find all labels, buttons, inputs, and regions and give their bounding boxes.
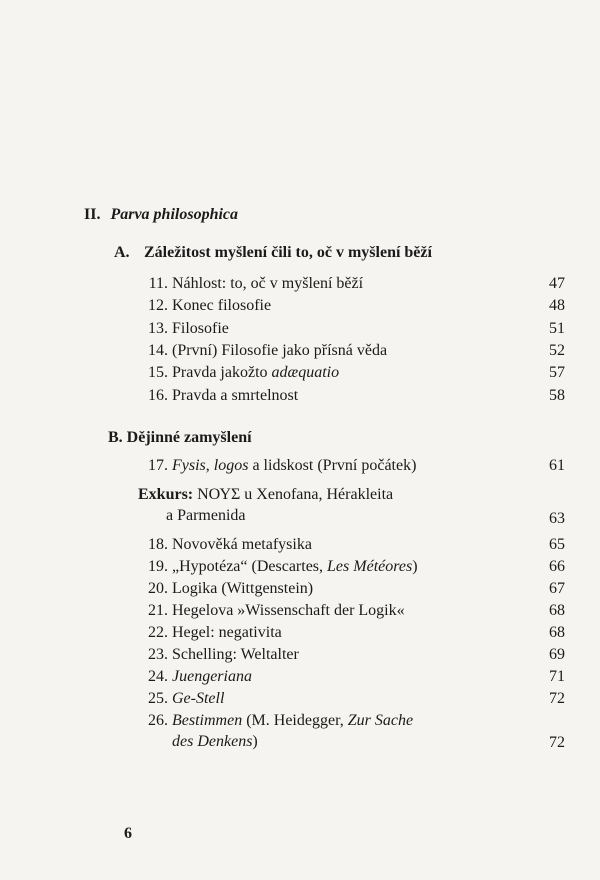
- section-letter: B.: [108, 429, 123, 446]
- title-part: ,: [205, 457, 214, 474]
- excursus-label: Exkurs:: [138, 486, 194, 503]
- title-part: adæquatio: [271, 364, 340, 382]
- title-part: Juengeriana: [172, 668, 252, 685]
- part-heading: [84, 205, 238, 225]
- entry-page: 58: [549, 386, 565, 404]
- entry-number: 26.: [148, 712, 168, 729]
- title-part: „Hypotéza“ (Descartes,: [172, 558, 328, 575]
- entry-page: 63: [549, 510, 565, 527]
- title-part: Zur Sache: [347, 712, 414, 729]
- entry-title: [172, 667, 252, 687]
- entry-page: 47: [549, 275, 565, 292]
- title-part: (M. Heidegger,: [242, 712, 348, 729]
- title-part: Filosofie: [172, 319, 229, 337]
- entry-number: 12.: [148, 297, 168, 315]
- part-title: Parva philosophica: [110, 206, 239, 223]
- entry-page: 69: [549, 646, 565, 663]
- section-a-heading: [114, 243, 432, 263]
- page-number: 6: [124, 825, 132, 842]
- title-part: Pravda jakožto: [172, 364, 272, 382]
- entry-number: 13.: [148, 319, 168, 337]
- section-letter: A.: [114, 244, 130, 261]
- entry-number: 25.: [148, 690, 168, 707]
- title-part: Hegelova »Wissenschaft der Logik«: [172, 602, 405, 619]
- entry-title: [172, 456, 416, 476]
- toc-entry: [0, 711, 600, 755]
- entry-number: 19.: [148, 558, 168, 575]
- entry-number: 18.: [148, 536, 168, 553]
- entry-title: [172, 645, 299, 665]
- entry-title: [172, 535, 312, 555]
- entry-page: 57: [549, 364, 565, 382]
- entry-page: 52: [549, 341, 565, 359]
- entry-number: 20.: [148, 580, 168, 597]
- entry-page: 71: [549, 668, 565, 685]
- entry-page: 68: [549, 602, 565, 619]
- excursus-entry: [0, 485, 600, 529]
- entry-title: [172, 579, 313, 599]
- title-part: des Denkens: [172, 733, 253, 750]
- entry-page: 48: [549, 297, 565, 315]
- title-part: ): [412, 558, 418, 575]
- entry-number: 22.: [148, 624, 168, 641]
- title-part: Logika (Wittgenstein): [172, 580, 314, 597]
- entry-title: [172, 274, 363, 294]
- entry-title: [172, 557, 418, 577]
- entry-page: 66: [549, 558, 565, 575]
- entry-page: 67: [549, 580, 565, 597]
- title-part: Ge-Stell: [172, 690, 225, 707]
- entry-number: 17.: [148, 457, 168, 474]
- title-part: Náhlost: to, oč v myšlení běží: [172, 275, 364, 292]
- entry-number: 11.: [148, 275, 168, 292]
- entry-page: 72: [549, 690, 565, 707]
- title-part: Bestimmen: [172, 712, 243, 729]
- entry-title: [172, 386, 298, 406]
- entry-page: 72: [549, 734, 565, 751]
- title-part: Pravda a smrtelnost: [172, 386, 299, 404]
- title-part: a lidskost (První počátek): [248, 457, 417, 474]
- entry-number: 14.: [148, 341, 168, 359]
- entry-page: 65: [549, 536, 565, 553]
- title-part: Hegel: negativita: [172, 624, 282, 641]
- section-title: Dějinné zamyšlení: [126, 429, 252, 446]
- title-part: Fysis: [172, 457, 206, 474]
- title-part: ): [252, 733, 258, 750]
- title-part: (První) Filosofie jako přísná věda: [172, 341, 388, 359]
- excursus-title-line2: a Parmenida: [166, 507, 246, 524]
- entry-number: 23.: [148, 646, 168, 663]
- section-b-heading: [108, 428, 252, 448]
- entry-number: 24.: [148, 668, 168, 685]
- entry-title: [172, 319, 229, 339]
- entry-number: 21.: [148, 602, 168, 619]
- entry-page: 51: [549, 319, 565, 337]
- title-part: logos: [213, 457, 249, 474]
- title-part: Novověká metafysika: [172, 536, 312, 553]
- entry-title: [172, 296, 271, 316]
- title-part: Les Météores: [327, 558, 413, 575]
- entry-page: 61: [549, 457, 565, 474]
- section-title: Záležitost myšlení čili to, oč v myšlení běží: [144, 244, 432, 261]
- entry-title: [172, 689, 224, 709]
- title-part: Schelling: Weltalter: [172, 646, 299, 663]
- entry-number: 15.: [148, 364, 168, 382]
- part-numeral: II.: [84, 206, 101, 223]
- excursus-title-line1: ΝΟΥΣ u Xenofana, Hérakleita: [197, 486, 394, 503]
- entry-number: 16.: [148, 386, 168, 404]
- entry-title: [172, 341, 387, 361]
- title-part: Konec filosofie: [172, 297, 272, 315]
- entry-title: [172, 363, 339, 383]
- entry-title: [172, 623, 282, 643]
- entry-page: 68: [549, 624, 565, 641]
- entry-title: [172, 601, 405, 621]
